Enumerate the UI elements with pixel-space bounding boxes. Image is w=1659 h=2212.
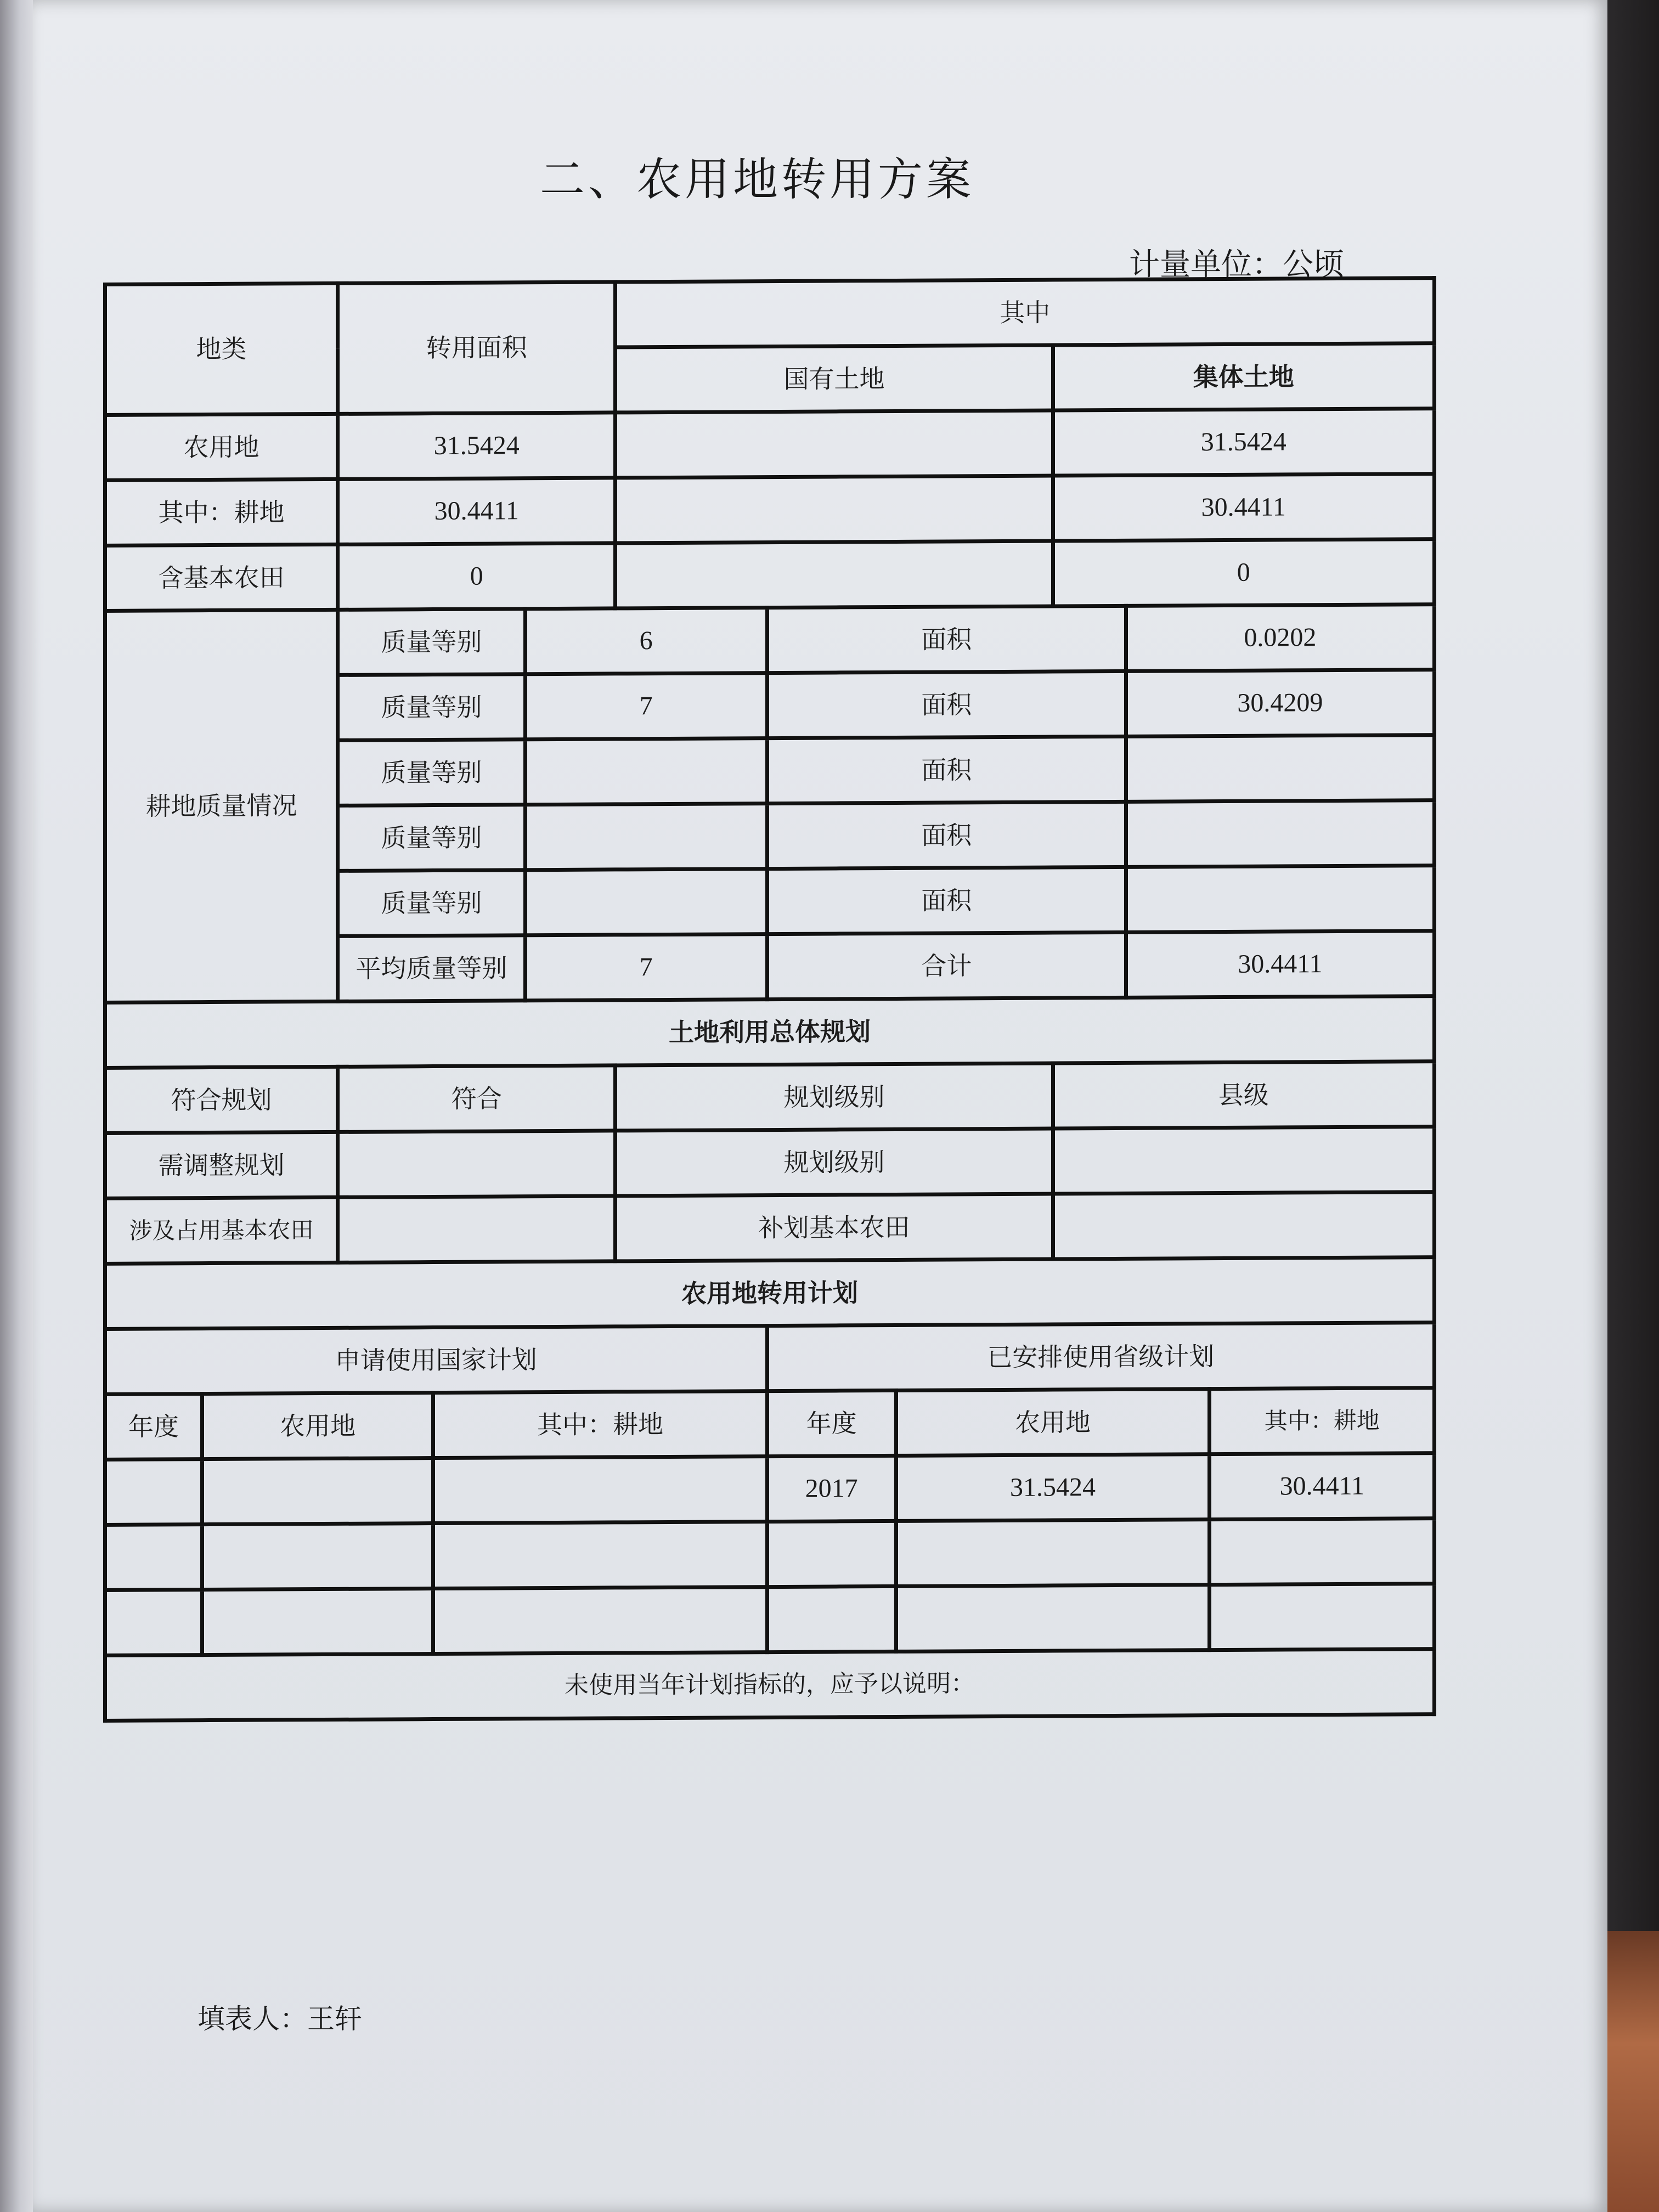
form-filler: 填表人：王轩	[198, 2003, 362, 2035]
quality-row	[105, 605, 1435, 676]
table-row	[105, 409, 1435, 481]
quality-area-value	[1126, 735, 1434, 802]
row-label: 含基本农田	[105, 544, 338, 611]
quality-area-label: 面积	[767, 867, 1126, 934]
planning-row	[105, 1127, 1435, 1199]
planning-row	[105, 1192, 1435, 1264]
row-area: 31.5424	[338, 413, 616, 479]
row-collective: 31.5424	[1053, 409, 1434, 476]
average-grade-value: 7	[525, 934, 767, 1001]
plan-cell: 30.4411	[1210, 1453, 1435, 1520]
planning-heading-row	[105, 996, 1435, 1068]
plan-cell	[202, 1458, 433, 1525]
planning-level-label: 规划级别	[616, 1063, 1053, 1131]
planning-row	[105, 1062, 1435, 1133]
planning-level-label: 补划基本农田	[616, 1194, 1053, 1261]
plan-cell: 2017	[767, 1455, 896, 1521]
column-year: 年度	[105, 1394, 202, 1460]
plan-cell	[202, 1523, 433, 1590]
planning-label: 需调整规划	[105, 1132, 338, 1198]
conversion-table	[103, 276, 1436, 1723]
conversion-plan-columns-row	[105, 1388, 1435, 1460]
plan-cell	[767, 1521, 896, 1587]
quality-grade-value	[525, 869, 767, 935]
row-area: 30.4411	[338, 478, 616, 544]
quality-grade-label: 质量等别	[338, 805, 526, 871]
header-of-which: 其中	[616, 278, 1435, 347]
quality-grade-label: 质量等别	[338, 674, 526, 741]
document-page	[33, 0, 1607, 2212]
quality-area-label: 面积	[767, 802, 1126, 868]
total-area-value: 30.4411	[1126, 931, 1434, 998]
plan-cell	[767, 1586, 896, 1652]
planning-heading: 土地利用总体规划	[105, 996, 1435, 1068]
header-collective-land: 集体土地	[1053, 343, 1434, 410]
unused-quota-note: 未使用当年计划指标的，应予以说明：	[105, 1649, 1435, 1721]
plan-cell	[202, 1589, 433, 1655]
note-row	[105, 1649, 1435, 1721]
planning-level-value	[1053, 1192, 1434, 1259]
quality-area-value: 0.0202	[1126, 605, 1434, 672]
quality-area-value	[1126, 800, 1434, 867]
column-year: 年度	[767, 1390, 896, 1456]
quality-grade-value	[525, 804, 767, 870]
quality-area-label: 面积	[767, 671, 1126, 738]
quality-grade-value: 7	[525, 673, 767, 740]
quality-label: 耕地质量情况	[105, 610, 338, 1002]
plan-cell	[433, 1457, 767, 1523]
plan-cell	[433, 1522, 767, 1589]
quality-grade-label: 质量等别	[338, 609, 526, 675]
column-agricultural-land: 农用地	[896, 1389, 1210, 1456]
column-cultivated-land: 其中：耕地	[1210, 1388, 1435, 1454]
table-header-row	[105, 278, 1435, 350]
quality-grade-label: 质量等别	[338, 740, 526, 806]
quality-grade-value	[525, 738, 767, 805]
planning-label: 涉及占用基本农田	[105, 1197, 338, 1263]
plan-cell	[1210, 1584, 1435, 1650]
column-agricultural-land: 农用地	[202, 1393, 433, 1459]
row-state	[616, 476, 1053, 543]
table-row	[105, 539, 1435, 611]
planning-value	[338, 1131, 616, 1197]
national-plan-header: 申请使用国家计划	[105, 1326, 768, 1395]
plan-cell	[896, 1585, 1210, 1652]
photo-background-left	[0, 0, 33, 2212]
plan-cell	[896, 1520, 1210, 1587]
quality-grade-label: 质量等别	[338, 870, 526, 936]
measurement-unit: 计量单位：公顷	[1129, 247, 1344, 283]
row-state	[616, 410, 1053, 478]
plan-cell	[1210, 1519, 1435, 1585]
planning-level-value	[1053, 1127, 1434, 1194]
header-converted-area: 转用面积	[338, 282, 616, 414]
table-row	[105, 474, 1435, 546]
document-title: 二、农用地转用方案	[539, 154, 974, 206]
plan-cell	[105, 1590, 202, 1656]
column-cultivated-land: 其中：耕地	[433, 1391, 767, 1458]
planning-value: 符合	[338, 1065, 616, 1132]
conversion-plan-heading-row	[105, 1257, 1435, 1329]
planning-level-label: 规划级别	[616, 1128, 1053, 1196]
total-label: 合计	[767, 932, 1126, 999]
row-collective: 30.4411	[1053, 474, 1434, 541]
plan-cell	[433, 1587, 767, 1654]
provincial-plan-header: 已安排使用省级计划	[767, 1323, 1434, 1391]
average-grade-label: 平均质量等别	[338, 935, 526, 1002]
row-state	[616, 541, 1053, 608]
planning-level-value: 县级	[1053, 1062, 1434, 1128]
row-area: 0	[338, 543, 616, 610]
table-row	[105, 1519, 1435, 1590]
table-row	[105, 1453, 1435, 1525]
quality-area-label: 面积	[767, 736, 1126, 803]
quality-grade-value: 6	[525, 608, 767, 674]
header-land-type: 地类	[105, 283, 338, 415]
quality-area-value: 30.4209	[1126, 670, 1434, 737]
planning-label: 符合规划	[105, 1066, 338, 1133]
plan-cell: 31.5424	[896, 1454, 1210, 1521]
row-label: 农用地	[105, 414, 338, 480]
header-state-land: 国有土地	[616, 345, 1053, 413]
conversion-plan-heading: 农用地转用计划	[105, 1257, 1435, 1329]
table-row	[105, 1584, 1435, 1656]
planning-value	[338, 1196, 616, 1262]
row-label: 其中：耕地	[105, 479, 338, 545]
plan-cell	[105, 1459, 202, 1525]
quality-area-label: 面积	[767, 606, 1126, 673]
plan-cell	[105, 1525, 202, 1590]
row-collective: 0	[1053, 539, 1434, 606]
conversion-form	[103, 276, 1436, 1723]
quality-area-value	[1126, 866, 1434, 933]
conversion-plan-group-row	[105, 1323, 1435, 1395]
